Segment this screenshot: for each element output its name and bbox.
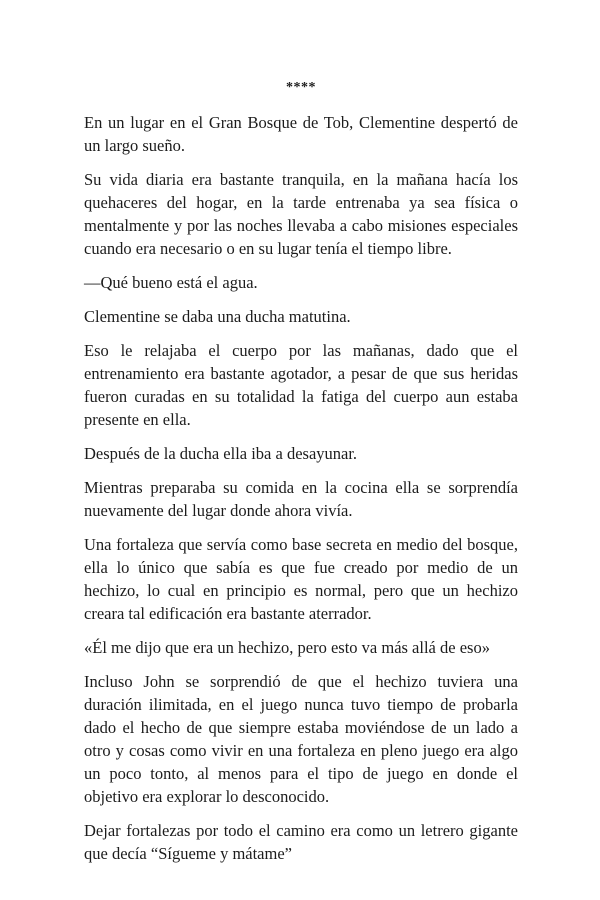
- paragraph: Mientras preparaba su comida en la cocina ella se sorprendía nuevamente del lugar donde ahora vivía.: [84, 478, 518, 520]
- dialogue-line: —Qué bueno está el agua.: [84, 273, 258, 292]
- paragraph: Clementine se daba una ducha matutina.: [84, 307, 351, 326]
- section-separator: ****: [286, 80, 316, 95]
- paragraph: Incluso John se sorprendió de que el hechizo tuviera una duración ilimitada, en el juego nunca tuvo tiempo de probarla dado el hecho de que siempre estaba moviéndose de un lado a otro y cosas como vivir en una fortaleza en pleno juego era algo un poco tonto, al menos para el tipo de juego en donde el objetivo era explorar lo desconocido.: [84, 672, 518, 806]
- paragraph: Dejar fortalezas por todo el camino era como un letrero gigante que decía “Sígueme y mátame”: [84, 821, 518, 863]
- book-page: [84, 0, 518, 876]
- paragraph: En un lugar en el Gran Bosque de Tob, Clementine despertó de un largo sueño.: [84, 113, 518, 155]
- paragraph: Después de la ducha ella iba a desayunar.: [84, 444, 358, 463]
- paragraph: Su vida diaria era bastante tranquila, en la mañana hacía los quehaceres del hogar, en la tarde entrenaba ya sea física o mentalmente y por las noches llevaba a cabo misiones especiales cuando era necesario o en su lugar tenía el tiempo libre.: [84, 170, 518, 258]
- paragraph: Eso le relajaba el cuerpo por las mañanas, dado que el entrenamiento era bastante agotador, a pesar de que sus heridas fueron curadas en su totalidad la fatiga del cuerpo aun estaba presente en ella.: [84, 341, 518, 429]
- thought-line: «Él me dijo que era un hechizo, pero esto va más allá de eso»: [84, 638, 490, 657]
- paragraph: Una fortaleza que servía como base secreta en medio del bosque, ella lo único que sabía es que fue creado por medio de un hechizo, lo cual en principio es normal, pero que un hechizo creara tal edificación era bastante aterrador.: [84, 535, 518, 623]
